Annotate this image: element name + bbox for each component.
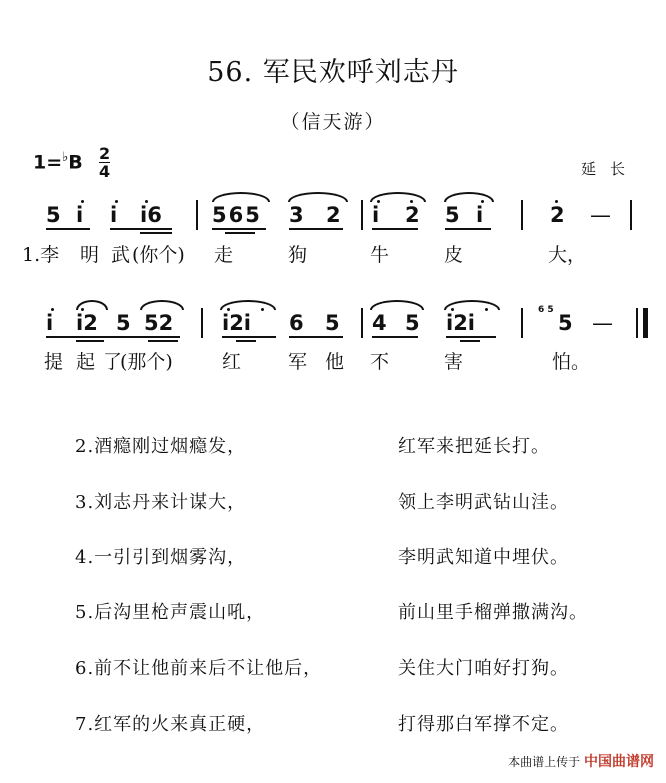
lyric: 了 (103, 351, 123, 373)
time-signature (99, 146, 110, 179)
note: 2 (550, 203, 565, 227)
lyric: 怕。 (552, 351, 591, 373)
verse-right: 前山里手榴弹撒满沟。 (398, 602, 588, 623)
note: 5 (558, 311, 573, 335)
lyric: 害 (444, 351, 464, 373)
note: i2i (222, 311, 252, 335)
verse-left: 4.一引引到烟雾沟， (75, 547, 247, 568)
lyric: 皮 (444, 244, 464, 266)
lyric: 提 (44, 351, 64, 373)
verse-right: 关住大门咱好打狗。 (398, 658, 569, 679)
grace-notes: 6 5 (538, 305, 554, 315)
lyric: 牛 (370, 244, 390, 266)
watermark-brand: 中国曲谱网 (584, 754, 654, 770)
dash: — (590, 203, 611, 227)
verse-left: 7.红军的火来真正硬， (75, 714, 266, 735)
song-genre: （信天游） (280, 111, 386, 133)
note: 3 (289, 203, 304, 227)
lyric: 红 (222, 351, 242, 373)
watermark (508, 751, 654, 771)
verse-right: 领上李明武钻山洼。 (398, 492, 569, 513)
meter-top: 2 (99, 144, 111, 163)
verse-left: 5.后沟里枪声震山吼， (75, 602, 266, 623)
verse-left: 3.刘志丹来计谋大， (75, 492, 247, 513)
song-title: 56. 军民欢呼刘志丹 (207, 57, 459, 88)
verse-right: 红军来把延长打。 (398, 436, 550, 457)
dash: — (592, 311, 613, 335)
lyric: 不 (370, 351, 390, 373)
note: i (76, 203, 84, 227)
verse-left: 6.前不让他前来后不让他后， (75, 658, 323, 679)
note: i6 (140, 203, 162, 227)
tempo-marking: 延长 (581, 160, 640, 178)
key-signature (33, 150, 83, 173)
lyric: 1.李 (22, 244, 60, 266)
note: i2 (76, 311, 98, 335)
note: 6 (289, 311, 304, 335)
note: 565 (212, 203, 262, 227)
note: i (476, 203, 484, 227)
note: 5 (445, 203, 460, 227)
note: 4 (372, 311, 387, 335)
lyric: 武 (111, 244, 131, 266)
lyric: (你个) (132, 244, 185, 266)
lyric: (那个) (120, 351, 173, 373)
flat-sign: ♭ (62, 150, 69, 165)
verse-left: 2.酒瘾刚过烟瘾发， (75, 436, 247, 457)
verse-right: 李明武知道中埋伏。 (398, 547, 569, 568)
note: 5 (405, 311, 420, 335)
meter-bottom: 4 (99, 162, 111, 181)
lyric: 狗 (288, 244, 308, 266)
note: i (372, 203, 380, 227)
lyric: 大， (548, 244, 587, 266)
lyric: 起 (76, 351, 96, 373)
note: 5 (325, 311, 340, 335)
note: 5 (46, 203, 61, 227)
key-note: B (68, 151, 83, 174)
lyric: 他 (325, 351, 345, 373)
note: 2 (326, 203, 341, 227)
note: 52 (144, 311, 174, 335)
note: i (110, 203, 118, 227)
key-prefix: 1= (33, 151, 63, 174)
lyric: 明 (80, 244, 100, 266)
lyric: 走 (214, 244, 234, 266)
note: 2 (405, 203, 420, 227)
note: i2i (446, 311, 476, 335)
note: 5 (116, 311, 131, 335)
verse-right: 打得那白军撑不定。 (398, 714, 569, 735)
watermark-text: 本曲谱上传于 (508, 755, 581, 769)
lyric: 军 (288, 351, 308, 373)
note: i (46, 311, 54, 335)
